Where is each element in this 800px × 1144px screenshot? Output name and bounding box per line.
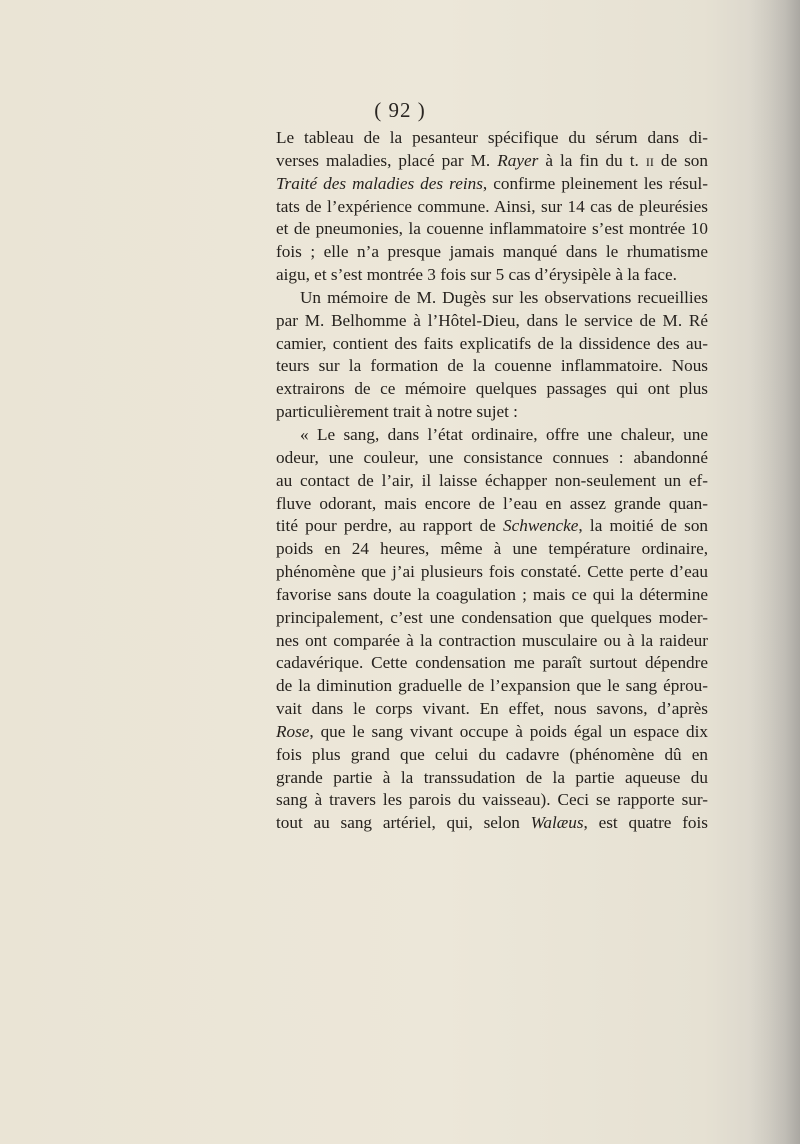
text-line — [276, 241, 708, 264]
small-caps-text: ii — [645, 150, 654, 170]
page-number: ( 92 ) — [374, 98, 426, 122]
text-line — [276, 355, 708, 378]
text-segment: vait dans le corps vivant. En effet, nous savons, d’après — [276, 699, 708, 719]
text-line — [276, 812, 708, 835]
text-segment: verses maladies, placé par M. — [276, 150, 498, 170]
text-segment: tité pour perdre, au rapport de — [276, 516, 504, 536]
text-segment: fois ; elle n’a presque jamais manqué dans le rhumatisme — [276, 242, 708, 262]
italic-text: Rayer — [497, 150, 539, 170]
text-segment: phénomène que j’ai plusieurs fois constaté. Cette perte d’eau — [276, 562, 708, 582]
text-segment: particulièrement trait à notre sujet : — [276, 402, 518, 422]
text-line — [276, 767, 708, 790]
text-line — [276, 218, 708, 241]
text-segment: tats de l’expérience commune. Ainsi, sur 14 cas de pleurésies — [276, 196, 708, 216]
text-line — [276, 789, 708, 812]
text-segment: teurs sur la formation de la couenne inflammatoire. Nous — [276, 356, 708, 376]
italic-text: Walæus — [530, 813, 584, 833]
text-segment: « Le sang, dans l’état ordinaire, offre une chaleur, une — [300, 424, 708, 444]
text-segment: favorise sans doute la coagulation ; mais ce qui la détermine — [276, 584, 708, 604]
text-segment: de son — [653, 150, 708, 170]
text-segment: camier, contient des faits explicatifs de la dissidence des au- — [276, 333, 708, 353]
text-segment: Un mémoire de M. Dugès sur les observations recueillies — [300, 287, 708, 307]
text-line — [276, 378, 708, 401]
text-line — [276, 127, 708, 150]
text-segment: de la diminution graduelle de l’expansion que le sang éprou- — [276, 676, 708, 696]
text-segment: , est quatre fois — [583, 813, 708, 833]
text-segment: nes ont comparée à la contraction musculaire ou à la raideur — [276, 630, 708, 650]
text-segment: grande partie à la transsudation de la partie aqueuse du — [276, 767, 708, 787]
text-segment: , la moitié de son — [578, 516, 709, 536]
italic-text: Schwencke — [503, 516, 579, 536]
text-line — [276, 561, 708, 584]
text-segment: aigu, et s’est montrée 3 fois sur 5 cas d’érysipèle à la face. — [276, 265, 677, 285]
text-line — [276, 675, 708, 698]
text-segment: principalement, c’est une condensation que quelques moder- — [276, 607, 708, 627]
text-line — [276, 287, 708, 310]
text-segment: au contact de l’air, il laisse échapper non-seulement un ef- — [276, 470, 708, 490]
text-segment: à la fin du t. — [538, 150, 646, 170]
text-segment: odeur, une couleur, une consistance connues : abandonné — [276, 447, 708, 467]
text-line — [276, 538, 708, 561]
italic-text: Rose — [276, 721, 310, 741]
text-line — [276, 264, 708, 287]
text-line — [276, 698, 708, 721]
text-line — [276, 196, 708, 219]
text-line — [276, 401, 708, 424]
text-segment: fois plus grand que celui du cadavre (phénomène dû en — [276, 744, 708, 764]
text-line — [276, 721, 708, 744]
text-line — [276, 607, 708, 630]
text-segment: poids en 24 heures, même à une température ordinaire, — [276, 539, 708, 559]
text-segment: et de pneumonies, la couenne inflammatoire s’est montrée 10 — [276, 219, 708, 239]
text-segment: Le tableau de la pesanteur spécifique du sérum dans di- — [276, 128, 708, 147]
text-line — [276, 424, 708, 447]
text-line — [276, 333, 708, 356]
text-segment: cadavérique. Cette condensation me paraît surtout dépendre — [276, 653, 708, 673]
text-line — [276, 630, 708, 653]
text-line — [276, 493, 708, 516]
body-text — [276, 127, 708, 835]
text-line — [276, 150, 708, 173]
text-line — [276, 470, 708, 493]
text-segment: par M. Belhomme à l’Hôtel-Dieu, dans le service de M. Ré — [276, 310, 708, 330]
page-edge-shadow — [750, 0, 800, 1144]
text-segment: , confirme pleinement les résul- — [482, 173, 708, 193]
text-segment: fluve odorant, mais encore de l’eau en assez grande quan- — [276, 493, 708, 513]
text-line — [276, 515, 708, 538]
text-segment: tout au sang artériel, qui, selon — [276, 813, 531, 833]
text-line — [276, 173, 708, 196]
text-line — [276, 744, 708, 767]
text-segment: extrairons de ce mémoire quelques passages qui ont plus — [276, 379, 708, 399]
text-segment: , que le sang vivant occupe à poids égal un espace dix — [309, 721, 708, 741]
text-line — [276, 310, 708, 333]
text-line — [276, 584, 708, 607]
text-line — [276, 447, 708, 470]
text-segment: sang à travers les parois du vaisseau). Ceci se rapporte sur- — [276, 790, 708, 810]
text-line — [276, 652, 708, 675]
italic-text: Traité des maladies des reins — [276, 173, 483, 193]
